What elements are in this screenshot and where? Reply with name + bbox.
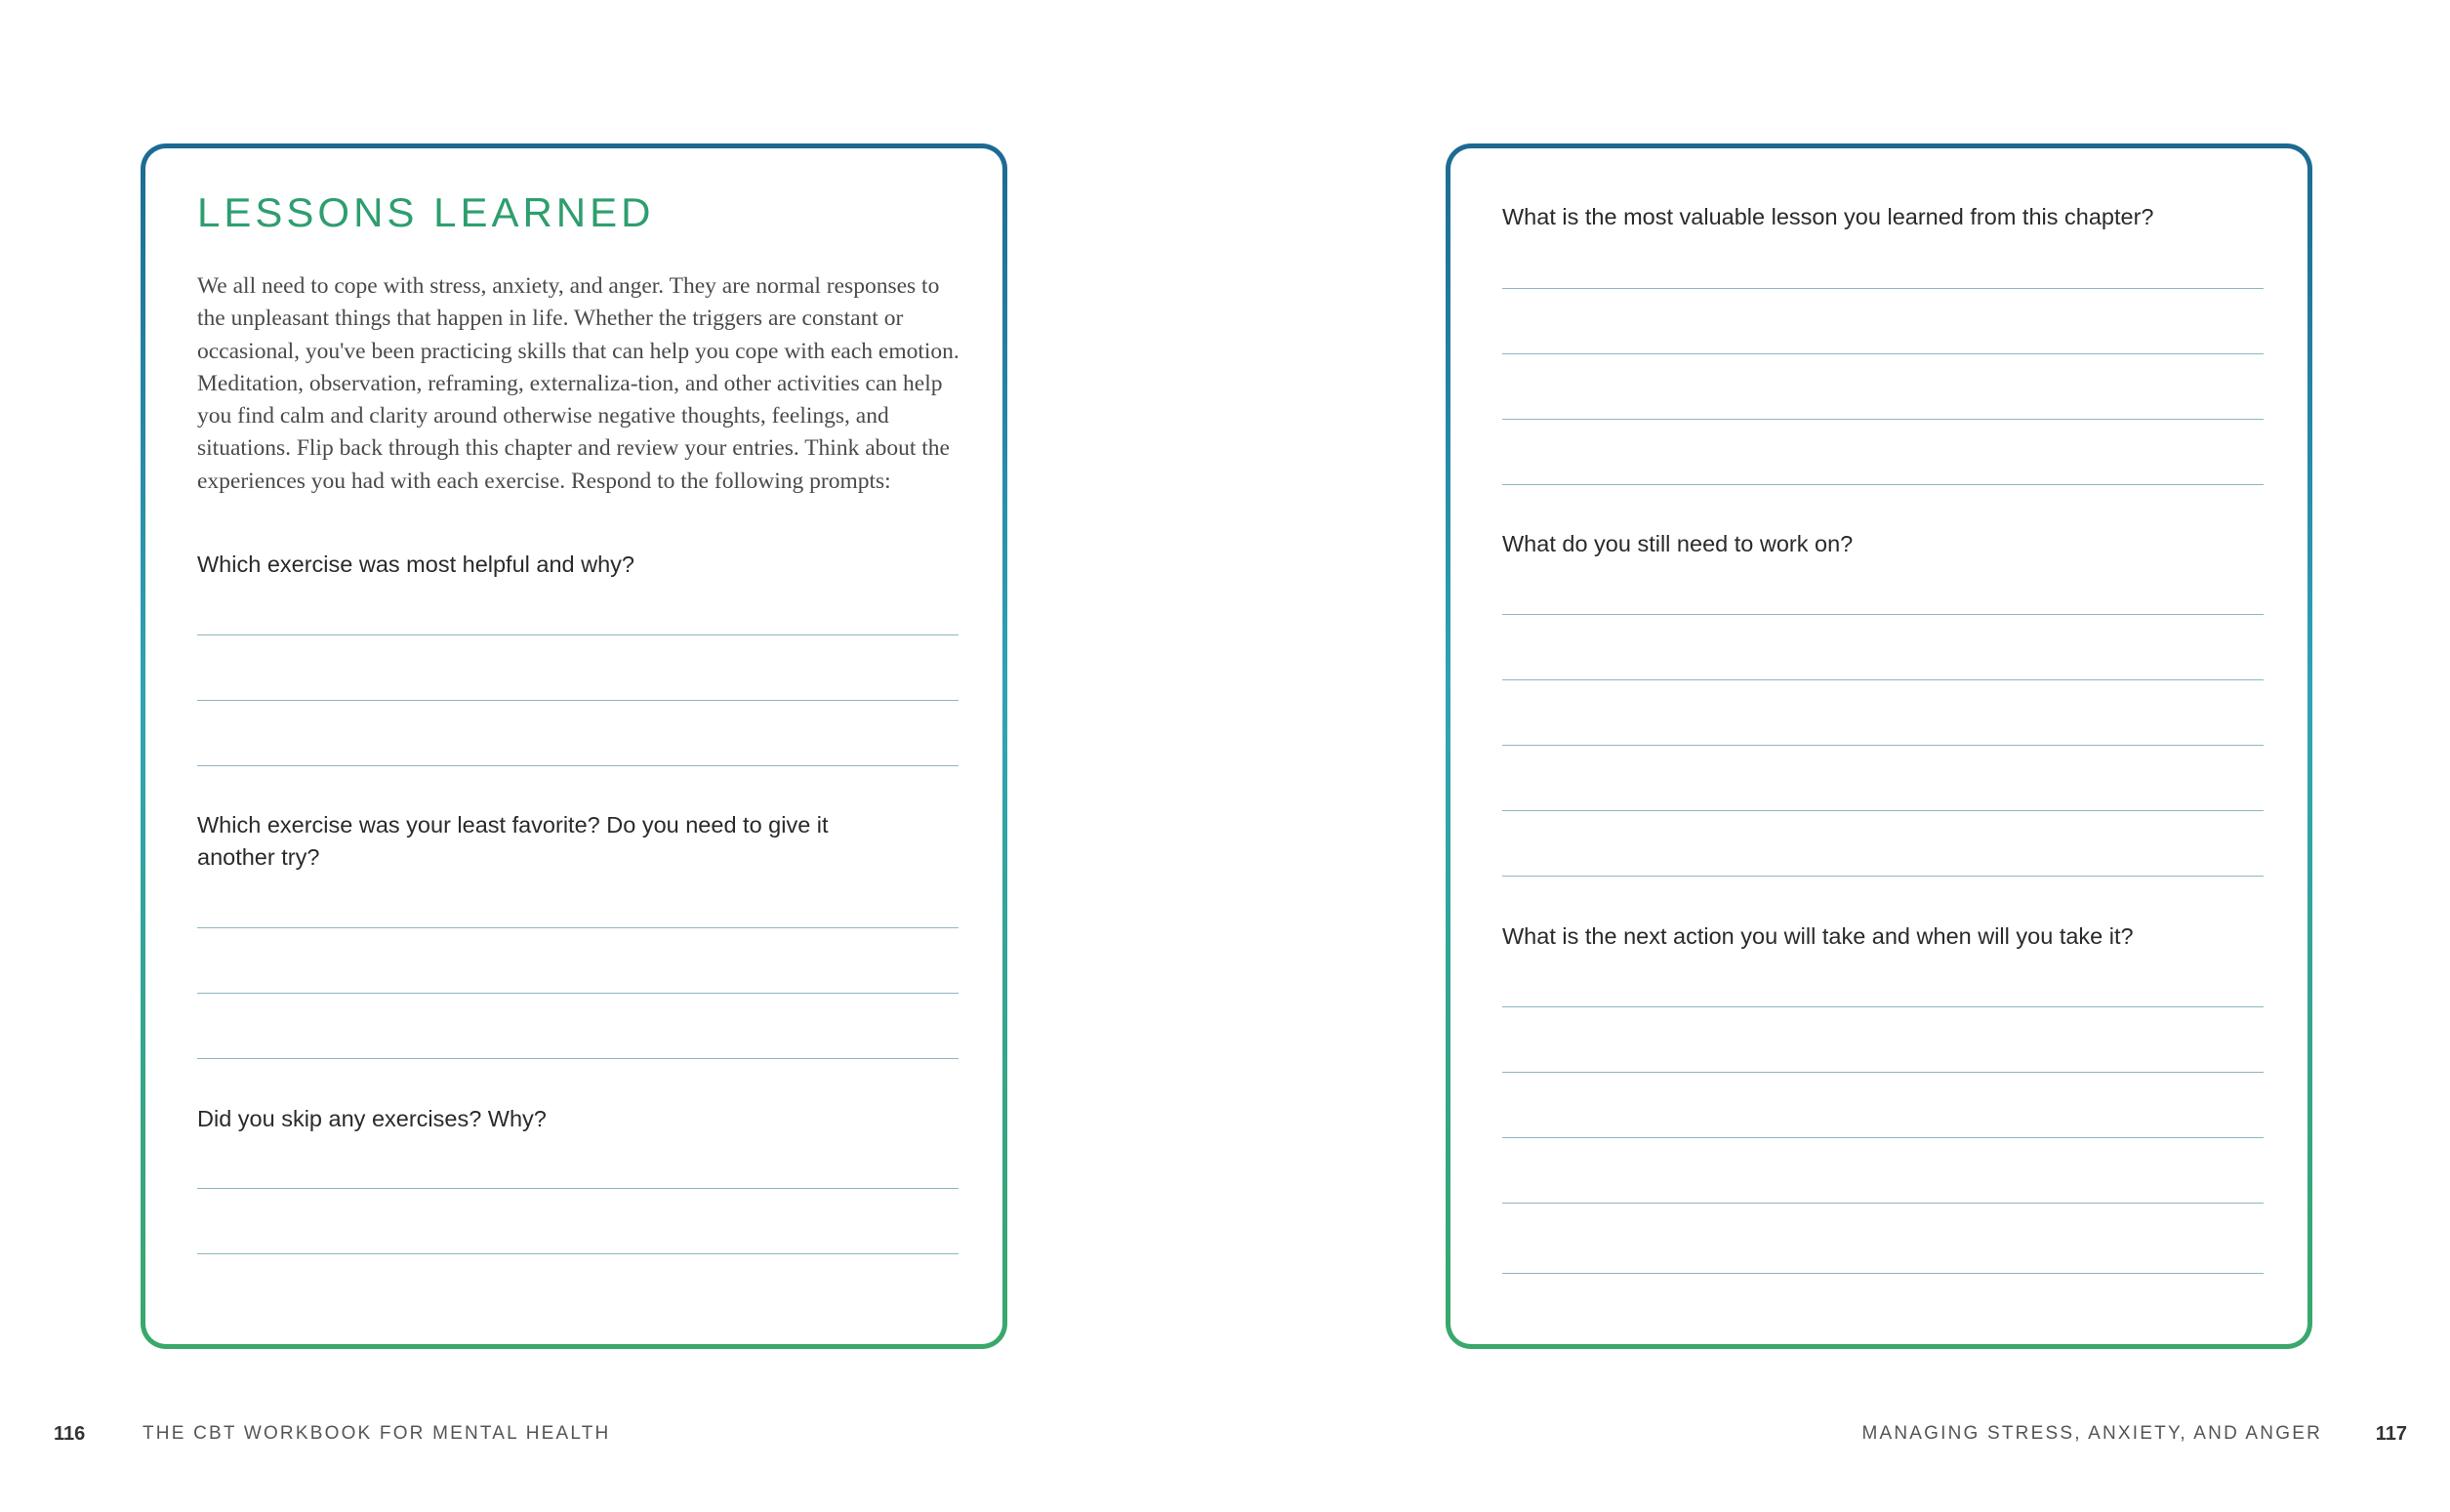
answer-line[interactable] [197, 1188, 959, 1189]
page-title: LESSONS LEARNED [197, 189, 655, 235]
running-title-right: MANAGING STRESS, ANXIETY, AND ANGER [1861, 1423, 2322, 1444]
answer-line[interactable] [197, 993, 959, 994]
left-page-frame [141, 143, 1007, 1349]
answer-line[interactable] [1502, 419, 2264, 420]
left-page-card [145, 148, 1002, 1344]
answer-line[interactable] [1502, 1203, 2264, 1204]
page-number-left: 116 [54, 1423, 86, 1445]
answer-line[interactable] [197, 1058, 959, 1059]
answer-line[interactable] [197, 927, 959, 928]
running-title-left: THE CBT WORKBOOK FOR MENTAL HEALTH [143, 1423, 611, 1444]
answer-line[interactable] [1502, 810, 2264, 811]
answer-line[interactable] [1502, 1273, 2264, 1274]
answer-line[interactable] [197, 700, 959, 701]
answer-line[interactable] [1502, 1137, 2264, 1138]
right-page-frame [1446, 143, 2312, 1349]
prompt-least-favorite: Which exercise was your least favorite? Do you need to give it another try? [197, 812, 829, 870]
prompt-skipped: Did you skip any exercises? Why? [197, 1106, 547, 1131]
answer-line[interactable] [1502, 876, 2264, 877]
answer-line[interactable] [197, 765, 959, 766]
answer-line[interactable] [1502, 1072, 2264, 1073]
answer-line[interactable] [1502, 1006, 2264, 1007]
answer-line[interactable] [1502, 745, 2264, 746]
intro-paragraph: We all need to cope with stress, anxiety, and anger. They are normal responses to the unpleasant things that happen in life. Whether the triggers are constant or occasional, you've been practicing skills that can help you cope with each emotion. Meditation, observation, reframing, externaliza-tion, and other activities can help you find calm and clarity around otherwise negative thoughts, feelings, and situations. Flip back through this chapter and review your entries. Think about the experiences you had with each exercise. Respond to the following prompts: [197, 273, 960, 494]
prompt-work-on: What do you still need to work on? [1502, 531, 1854, 556]
prompt-next-action: What is the next action you will take and when will you take it? [1502, 923, 2134, 949]
answer-line[interactable] [1502, 679, 2264, 680]
answer-line[interactable] [1502, 288, 2264, 289]
answer-line[interactable] [1502, 353, 2264, 354]
answer-line[interactable] [197, 1253, 959, 1254]
prompt-valuable-lesson: What is the most valuable lesson you learned from this chapter? [1502, 204, 2154, 229]
right-page-card [1450, 148, 2307, 1344]
prompt-most-helpful: Which exercise was most helpful and why? [197, 552, 635, 577]
answer-line[interactable] [1502, 614, 2264, 615]
answer-line[interactable] [197, 634, 959, 635]
page-number-right: 117 [2375, 1423, 2407, 1445]
answer-line[interactable] [1502, 484, 2264, 485]
